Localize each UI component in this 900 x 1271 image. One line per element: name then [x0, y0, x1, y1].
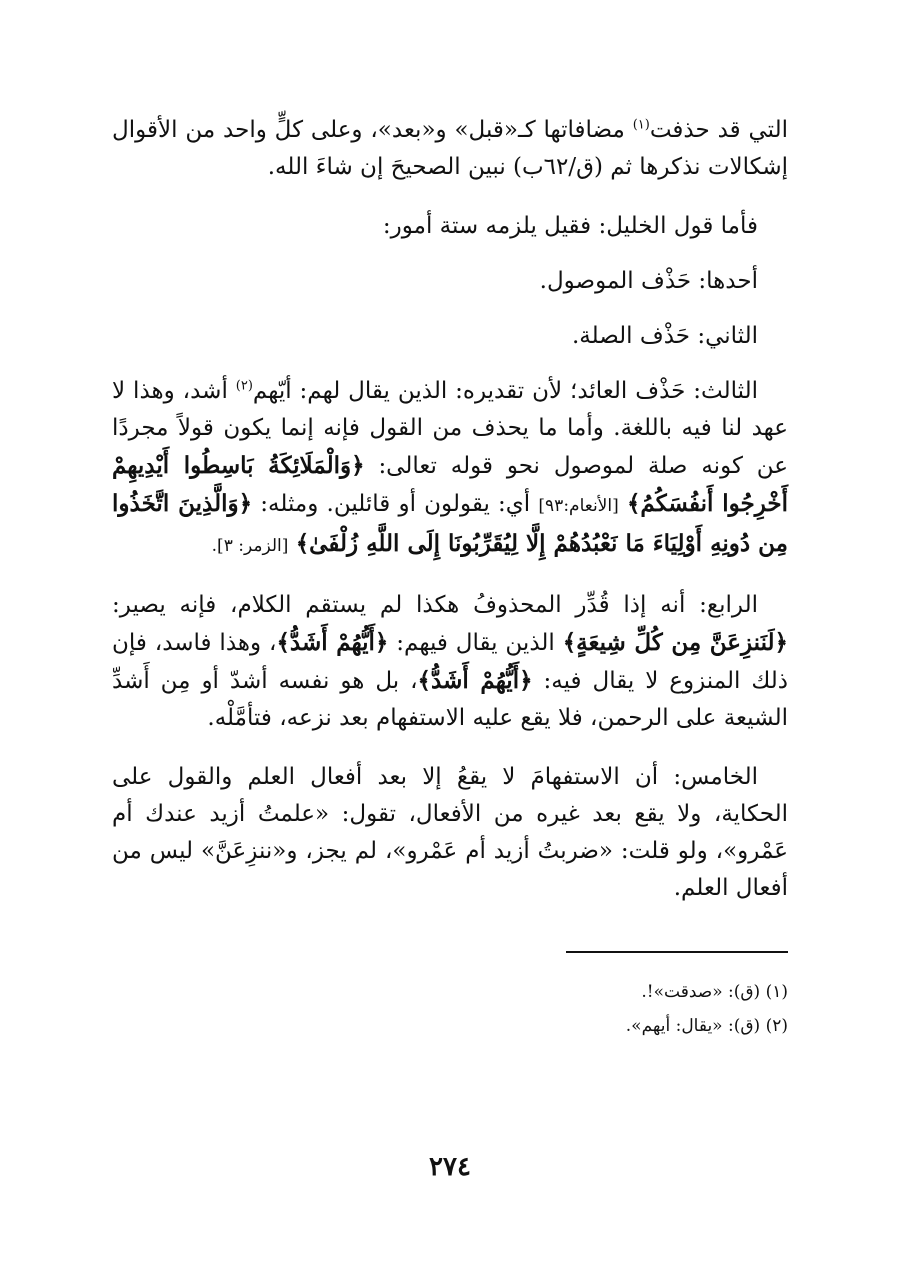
- verse-reference: [الأنعام:٩٣]: [538, 496, 619, 516]
- text: الرابع: أنه إذا قُدِّر المحذوفُ هكذا لم يستقم الكلام، فإنه يصير:: [112, 592, 758, 618]
- footnote-ref-1[interactable]: (١): [632, 117, 650, 133]
- footnote-divider: [566, 951, 788, 953]
- quran-verse: ﴿وَالَّذِينَ اتَّخَذُوا مِن دُونِهِ أَوْلِيَاءَ مَا نَعْبُدُهُمْ إِلَّا لِيُقَرِّبُونَا إِلَى اللَّهِ زُلْفَىٰ﴾: [112, 490, 788, 557]
- page-number: ٢٧٤: [429, 1152, 471, 1182]
- quran-verse: ﴿لَنَنزِعَنَّ مِن كُلِّ شِيعَةٍ﴾: [562, 629, 789, 656]
- paragraph-first: أحدها: حَذْف الموصول.: [539, 268, 758, 294]
- text: أشد، وهذا لا عهد لنا فيه باللغة. وأما ما يحذف من القول فإنه إنما يكون قولاً مجردًا عن كونه صلة لموصول نحو قوله تعالى:: [112, 378, 788, 479]
- paragraph-fourth: [112, 587, 788, 737]
- text: مضافاتها كـ«قبل» و«بعد»، وعلى كلٍّ واحد من الأقوال إشكالات نذكرها ثم (ق/٦٢ب) نبين الصحيحَ إن شاءَ الله.: [112, 117, 788, 180]
- quran-verse: ﴿أَيُّهُمْ أَشَدُّ﴾: [417, 667, 533, 694]
- paragraph-intro: [112, 112, 788, 186]
- text: التي قد حذفت: [649, 117, 789, 143]
- text: الذين يقال فيهم:: [396, 630, 555, 656]
- quran-verse: ﴿أَيُّهُمْ أَشَدُّ﴾: [276, 629, 389, 656]
- quran-verse: ﴿وَالْمَلَائِكَةُ بَاسِطُوا أَيْدِيهِمْ أَخْرِجُوا أَنفُسَكُمُ﴾: [112, 452, 789, 517]
- text: ، بل هو نفسه أشدّ أو مِن أَشدِّ الشيعة على الرحمن، فلا يقع عليه الاستفهام بعد نزعه، فتأمَّلْه.: [112, 668, 788, 731]
- paragraph-second: الثاني: حَذْف الصلة.: [571, 323, 758, 349]
- footnotes: [112, 975, 788, 1043]
- paragraph-third: [112, 373, 788, 565]
- paragraph-khalil: فأما قول الخليل: فقيل يلزمه ستة أمور:: [382, 213, 758, 239]
- paragraph-fifth: الخامس: أن الاستفهامَ لا يقعُ إلا بعد أفعال العلم والقول على الحكاية، ولا يقع بعد غيره من الأفعال، تقول: «علمتُ أزيد عندك أم عَمْرو»، ولو قلت: «ضربتُ أزيد أم عَمْرو»، لم يجز، و«ننزِعَنَّ» ليس من أفعال العلم.: [112, 764, 789, 901]
- text: أي: يقولون أو قائلين. ومثله:: [260, 491, 531, 517]
- footnote-2: (٢) (ق): «يقال: أيهم».: [625, 1016, 788, 1036]
- footnote-1: (١) (ق): «صدقت»!.: [641, 982, 788, 1002]
- footnote-ref-2[interactable]: (٢): [235, 378, 253, 394]
- text: ، وهذا فاسد، فإن ذلك المنزوع لا يقال فيه:: [112, 630, 788, 694]
- text: الثالث: حَذْف العائد؛ لأن تقديره: الذين يقال لهم: أيّهم: [252, 378, 758, 404]
- verse-reference: [الزمر: ٣].: [211, 536, 289, 556]
